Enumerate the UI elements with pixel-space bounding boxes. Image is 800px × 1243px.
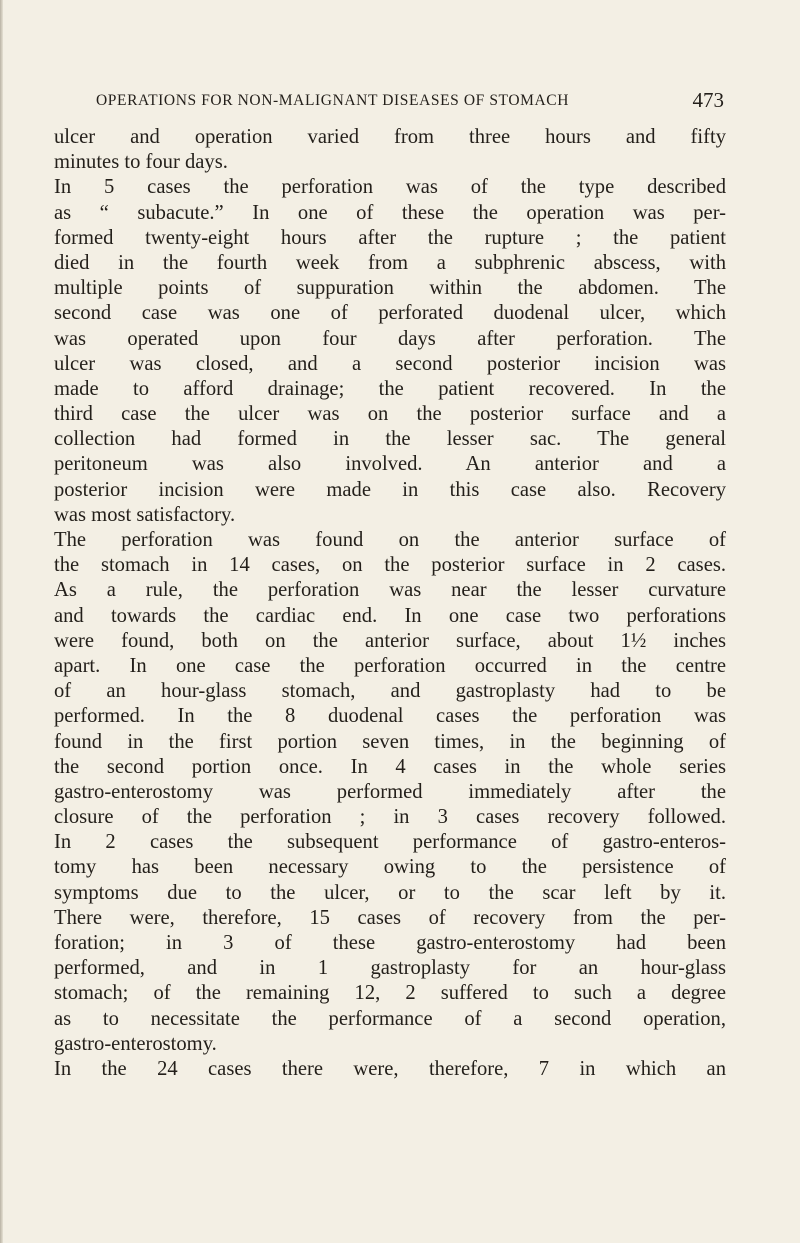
- text-line: ulcer was closed, and a second posterior incision was: [54, 352, 726, 375]
- text-line: In the 24 cases there were, therefore, 7 in which an: [54, 1057, 726, 1080]
- text-line: found in the first portion seven times, in the beginning of: [54, 730, 726, 753]
- text-line: closure of the perforation ; in 3 cases recovery followed.: [54, 806, 726, 829]
- page-number: 473: [692, 88, 724, 112]
- text-line: In 5 cases the perforation was of the type described: [54, 176, 726, 199]
- text-line: died in the fourth week from a subphrenic abscess, with: [54, 251, 726, 274]
- text-line: minutes to four days.: [54, 151, 228, 174]
- text-line: stomach; of the remaining 12, 2 suffered to such a degree: [54, 982, 726, 1005]
- text-line: multiple points of suppuration within the abdomen. The: [54, 277, 726, 300]
- text-line: was operated upon four days after perforation. The: [54, 327, 726, 350]
- text-line: the second portion once. In 4 cases in the whole series: [54, 755, 726, 778]
- text-line: gastro-enterostomy.: [54, 1032, 217, 1055]
- text-line: made to afford drainage; the patient recovered. In the: [54, 377, 726, 400]
- text-line: as to necessitate the performance of a second operation,: [54, 1007, 726, 1030]
- text-line: apart. In one case the perforation occurred in the centre: [54, 654, 726, 677]
- text-line: ulcer and operation varied from three hours and fifty: [54, 126, 726, 148]
- text-line: tomy has been necessary owing to the persistence of: [54, 856, 726, 879]
- text-line: In 2 cases the subsequent performance of gastro-enteros-: [54, 831, 726, 854]
- text-line: peritoneum was also involved. An anterior and a: [54, 453, 726, 476]
- text-line: collection had formed in the lesser sac. The general: [54, 428, 726, 451]
- text-line: foration; in 3 of these gastro-enterostomy had been: [54, 932, 726, 954]
- text-line: There were, therefore, 15 cases of recovery from the per-: [54, 906, 726, 929]
- body-text: [54, 125, 726, 1082]
- text-line: As a rule, the perforation was near the lesser curvature: [54, 579, 726, 602]
- text-line: performed, and in 1 gastroplasty for an hour-glass: [54, 957, 726, 980]
- text-line: the stomach in 14 cases, on the posterior surface in 2 cases.: [54, 554, 726, 577]
- text-line: was most satisfactory.: [54, 503, 236, 526]
- text-line: of an hour-glass stomach, and gastroplasty had to be: [54, 680, 726, 703]
- text-line: symptoms due to the ulcer, or to the scar left by it.: [54, 881, 726, 904]
- page-edge: [0, 0, 3, 1243]
- text-line: were found, both on the anterior surface, about 1½ inches: [54, 629, 726, 652]
- text-line: as “ subacute.” In one of these the operation was per-: [54, 201, 726, 224]
- text-line: second case was one of perforated duodenal ulcer, which: [54, 302, 726, 325]
- text-line: formed twenty-eight hours after the rupture ; the patient: [54, 226, 726, 249]
- text-line: and towards the cardiac end. In one case two perforations: [54, 604, 726, 627]
- running-head: [96, 88, 724, 118]
- text-line: posterior incision were made in this case also. Recovery: [54, 478, 726, 501]
- text-line: third case the ulcer was on the posterior surface and a: [54, 403, 726, 426]
- text-line: performed. In the 8 duodenal cases the perforation was: [54, 705, 726, 728]
- text-line: gastro-enterostomy was performed immediately after the: [54, 780, 726, 803]
- running-head-title: OPERATIONS FOR NON-MALIGNANT DISEASES OF STOMACH: [96, 92, 570, 109]
- text-line: The perforation was found on the anterior surface of: [54, 529, 726, 551]
